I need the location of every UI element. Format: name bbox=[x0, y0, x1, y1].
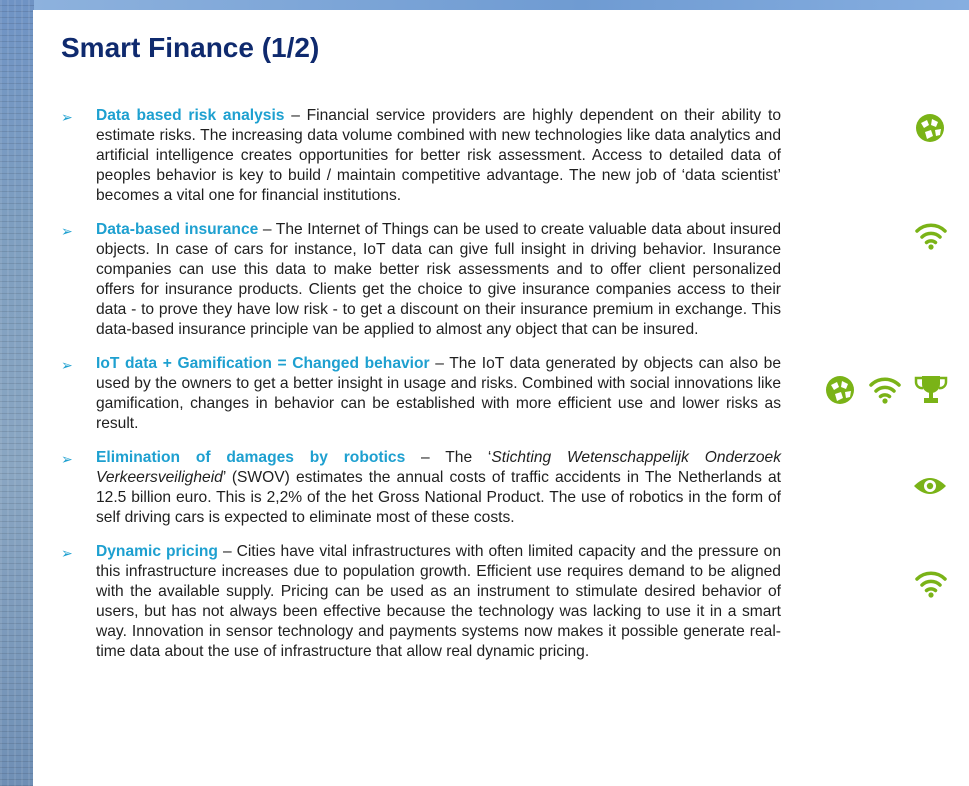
item-text bbox=[96, 448, 781, 528]
arrow-bullet-icon: ➢ bbox=[61, 223, 73, 239]
item-heading: Dynamic pricing bbox=[96, 543, 218, 560]
wifi-icon bbox=[915, 570, 947, 598]
item-body: – The IoT data generated by objects can also be used by the owners to get a better insight in usage and risks. Combined with social innovations like gamification, changes in behavior can be established with more efficient use and lower risks as result. bbox=[96, 355, 781, 432]
arrow-bullet-icon: ➢ bbox=[61, 357, 73, 373]
trophy-icon bbox=[913, 374, 949, 406]
wifi-icon bbox=[915, 222, 947, 250]
list-item bbox=[61, 220, 781, 340]
item-body: – The Internet of Things can be used to create valuable data about insured objects. In case of cars for instance, IoT data can give full insight in driving behavior. Insurance companies can use this data to make better risk assessments and to offer client personalized offers for insurance products. Clients get the choice to give insurance companies access to their data - to prove they have low risk - to get a discount on their insurance premium in exchange. This data-based insurance principle van be applied to almost any object that can be insured. bbox=[96, 221, 782, 338]
item-heading: Data based risk analysis bbox=[96, 107, 285, 124]
arrow-bullet-icon: ➢ bbox=[61, 545, 73, 561]
item-body-pre: – The ‘ bbox=[405, 449, 492, 466]
item-body-italic: Stichting Wetenschappelijk Onderzoek Verkeersveiligheid bbox=[96, 449, 782, 486]
list-item bbox=[61, 448, 781, 528]
item-body: – Cities have vital infrastructures with often limited capacity and the pressure on this infrastructure increases due to population growth. Efficient use requires demand to be aligned with the available supply. Pricing can be used as an instrument to stimulate desired behavior of users, but has not always been effective because the technology was lacking to use it in a smart way. Innovation in sensor technology and payments systems now makes it possible generate real-time data about the use of infrastructure that allow real dynamic pricing. bbox=[96, 543, 781, 660]
item-text bbox=[96, 106, 781, 206]
eye-icon bbox=[913, 474, 947, 498]
item-heading: Elimination of damages by robotics bbox=[96, 449, 406, 466]
list-item bbox=[61, 106, 781, 206]
item-text bbox=[96, 542, 781, 662]
item-heading: Data-based insurance bbox=[96, 221, 259, 238]
bullet-list bbox=[61, 106, 781, 676]
item-heading: IoT data + Gamification = Changed behavior bbox=[96, 355, 430, 372]
item-text bbox=[96, 220, 781, 340]
list-item bbox=[61, 542, 781, 662]
globe-icon bbox=[915, 113, 945, 143]
slide bbox=[33, 10, 969, 786]
background-city-image bbox=[0, 0, 34, 786]
globe-icon bbox=[825, 375, 855, 405]
item-body: – Financial service providers are highly dependent on their ability to estimate risks. The increasing data volume combined with new technologies like data analytics and artificial intelligence creates opportunities for better risk assessment. Access to detailed data of peoples behavior is key to build / maintain competitive advantage. The new job of ‘data scientist’ becomes a vital one for financial institutions. bbox=[96, 107, 781, 204]
item-text bbox=[96, 354, 781, 434]
background-top-strip bbox=[0, 0, 969, 10]
page-title: Smart Finance (1/2) bbox=[61, 32, 320, 63]
arrow-bullet-icon: ➢ bbox=[61, 109, 73, 125]
item-body-post: ’ (SWOV) estimates the annual costs of traffic accidents in The Netherlands at 12.5 billion euro. This is 2,2% of the het Gross National Product. The use of robotics in the form of self driving cars is expected to eliminate most of these costs. bbox=[96, 469, 781, 526]
wifi-icon bbox=[869, 376, 901, 404]
list-item bbox=[61, 354, 781, 434]
arrow-bullet-icon: ➢ bbox=[61, 451, 73, 467]
